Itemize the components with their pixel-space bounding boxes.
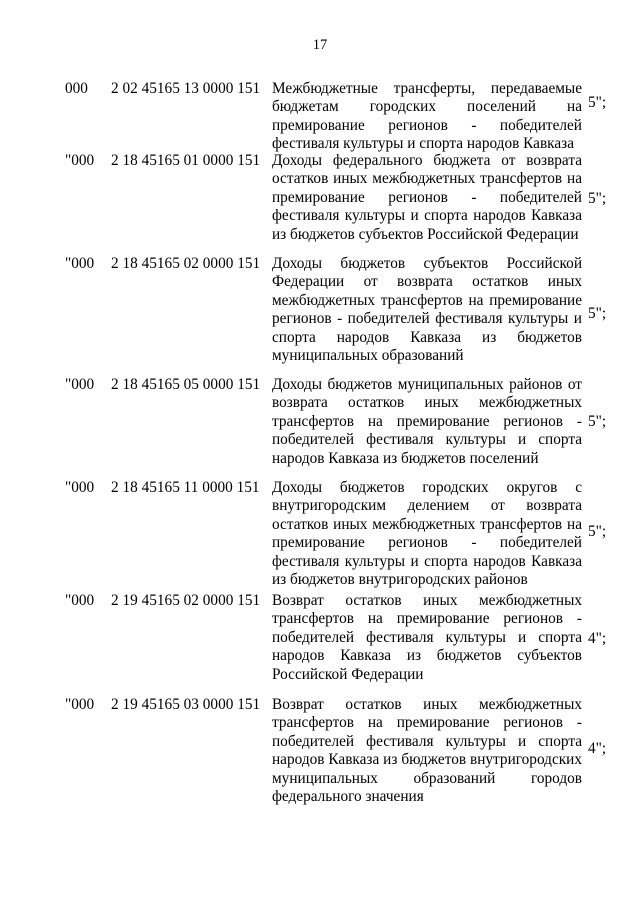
income-description: Доходы бюджетов муниципальных районов от возврата остатков иных межбюджетных трансфертов на премирование регионов - победителей фестиваля культуры и спорта народов Кавказа из бюджетов поселений: [272, 376, 582, 467]
income-description: Доходы федерального бюджета от возврата остатков иных межбюджетных трансфертов на премирование регионов - победителей фестиваля культуры и спорта народов Кавказа из бюджетов субъектов Российской Федерации: [272, 152, 582, 243]
budget-classification-code: 2 18 45165 11 0000 151: [111, 479, 260, 496]
distribution-norm: 5";: [588, 305, 607, 322]
admin-code: "000: [65, 376, 95, 393]
income-description: Возврат остатков иных межбюджетных трансфертов на премирование регионов - победителей фестиваля культуры и спорта народов Кавказа из бюджетов субъектов Российской Федерации: [272, 592, 582, 683]
distribution-norm: 5";: [588, 413, 607, 430]
budget-classification-code: 2 19 45165 02 0000 151: [111, 592, 261, 609]
admin-code: 000: [65, 80, 88, 97]
admin-code: "000: [65, 479, 95, 496]
distribution-norm: 5";: [588, 94, 607, 111]
admin-code: "000: [65, 696, 95, 713]
budget-classification-code: 2 18 45165 01 0000 151: [111, 152, 261, 169]
budget-classification-code: 2 18 45165 02 0000 151: [111, 255, 261, 272]
distribution-norm: 4";: [588, 740, 607, 757]
admin-code: "000: [65, 255, 95, 272]
budget-classification-code: 2 19 45165 03 0000 151: [111, 696, 261, 713]
income-description: Возврат остатков иных межбюджетных трансфертов на премирование регионов - победителей фестиваля культуры и спорта народов Кавказа из бюджетов внутригородских муниципальных образований городов федерального значения: [272, 696, 582, 806]
income-description: Доходы бюджетов субъектов Российской Федерации от возврата остатков иных межбюджетных трансфертов на премирование регионов - победителей фестиваля культуры и спорта народов Кавказа из бюджетов муниципальных образований: [272, 255, 582, 365]
budget-classification-code: 2 18 45165 05 0000 151: [111, 376, 261, 393]
budget-classification-code: 2 02 45165 13 0000 151: [111, 80, 261, 97]
distribution-norm: 5";: [588, 190, 607, 207]
distribution-norm: 5";: [588, 523, 607, 540]
income-description: Межбюджетные трансферты, передаваемые бюджетам городских поселений на премирование регионов - победителей фестиваля культуры и спорта народов Кавказа: [272, 80, 582, 153]
distribution-norm: 4";: [588, 630, 607, 647]
income-description: Доходы бюджетов городских округов с внутригородским делением от возврата остатков иных межбюджетных трансфертов на премирование регионов - победителей фестиваля культуры и спорта народов Кавказа из бюджетов внутригородских районов: [272, 479, 582, 589]
admin-code: "000: [65, 152, 95, 169]
admin-code: "000: [65, 592, 95, 609]
page-number: 17: [312, 37, 328, 53]
